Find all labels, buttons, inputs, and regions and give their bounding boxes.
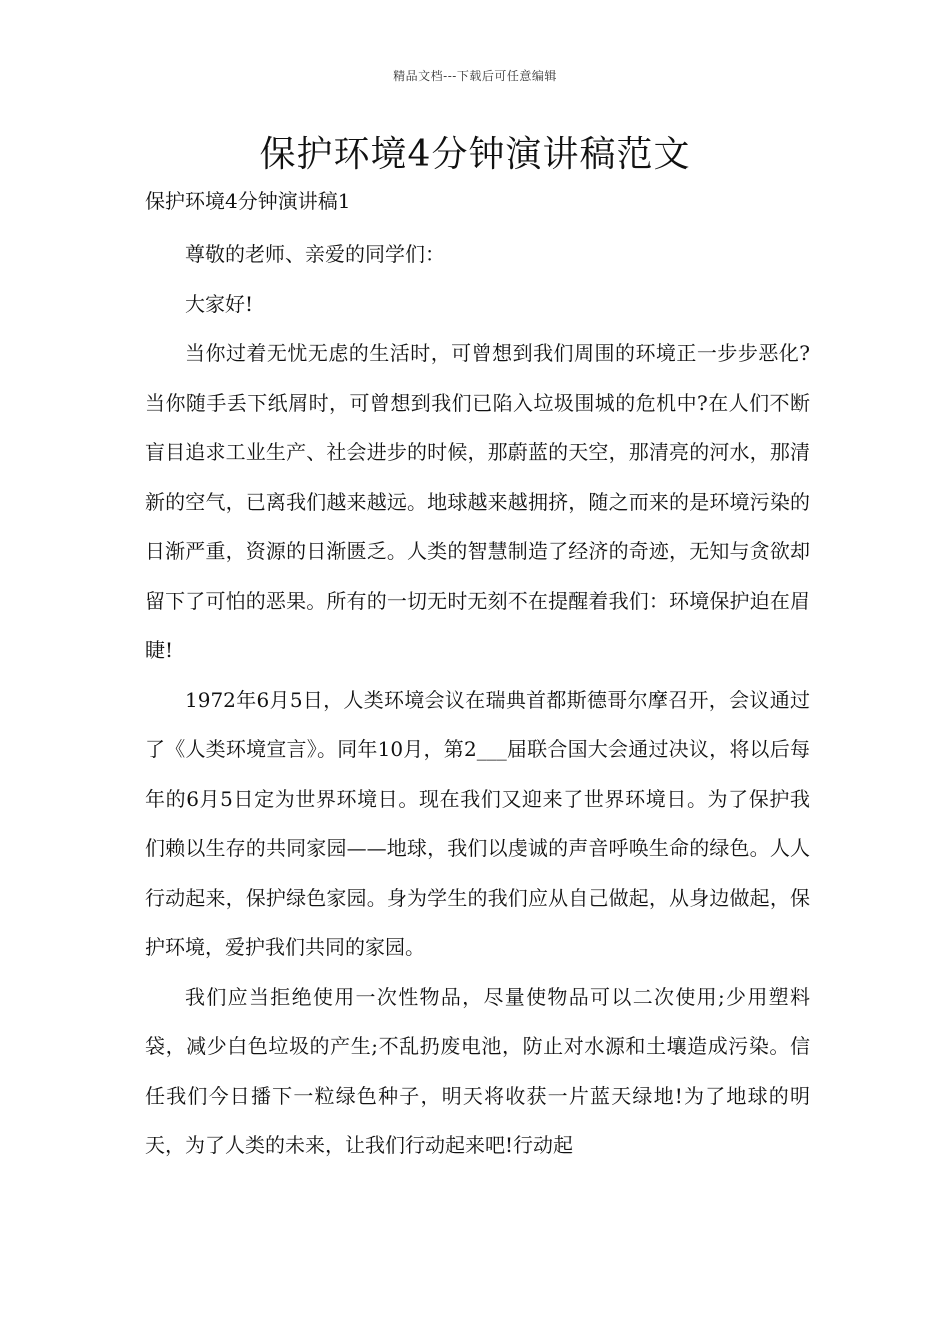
document-subtitle: 保护环境4分钟演讲稿1 — [145, 189, 351, 213]
document-body — [145, 230, 810, 1171]
document-title: 保护环境4分钟演讲稿范文 — [259, 134, 691, 175]
paragraph-actions: 我们应当拒绝使用一次性物品，尽量使物品可以二次使用;少用塑料袋，减少白色垃圾的产生;不乱扔废电池，防止对水源和土壤造成污染。信任我们今日播下一粒绿色种子，明天将收获一片蓝天绿地!为了地球的明天，为了人类的未来，让我们行动起来吧!行动起 — [145, 984, 810, 1157]
header-note: 精品文档---下载后可任意编辑 — [393, 69, 557, 83]
paragraph-history: 1972年6月5日，人类环境会议在瑞典首都斯德哥尔摩召开，会议通过了《人类环境宣言》。同年10月，第2___届联合国大会通过决议，将以后每年的6月5日定为世界环境日。现在我们又迎来了世界环境日。为了保护我们赖以生存的共同家园——地球，我们以虔诚的声音呼唤生命的绿色。人人行动起来，保护绿色家园。身为学生的我们应从自己做起，从身边做起，保护环境，爱护我们共同的家园。 — [145, 687, 810, 959]
paragraph-intro: 当你过着无忧无虑的生活时，可曾想到我们周围的环境正一步步恶化?当你随手丢下纸屑时，可曾想到我们已陷入垃圾围城的危机中?在人们不断盲目追求工业生产、社会进步的时候，那蔚蓝的天空，那清亮的河水，那清新的空气，已离我们越来越远。地球越来越拥挤，随之而来的是环境污染的日渐严重，资源的日渐匮乏。人类的智慧制造了经济的奇迹，无知与贪欲却留下了可怕的恶果。所有的一切无时无刻不在提醒着我们：环境保护迫在眉睫! — [145, 341, 810, 662]
paragraph-greeting: 尊敬的老师、亲爱的同学们： — [185, 242, 445, 266]
paragraph-hello: 大家好! — [185, 291, 254, 316]
